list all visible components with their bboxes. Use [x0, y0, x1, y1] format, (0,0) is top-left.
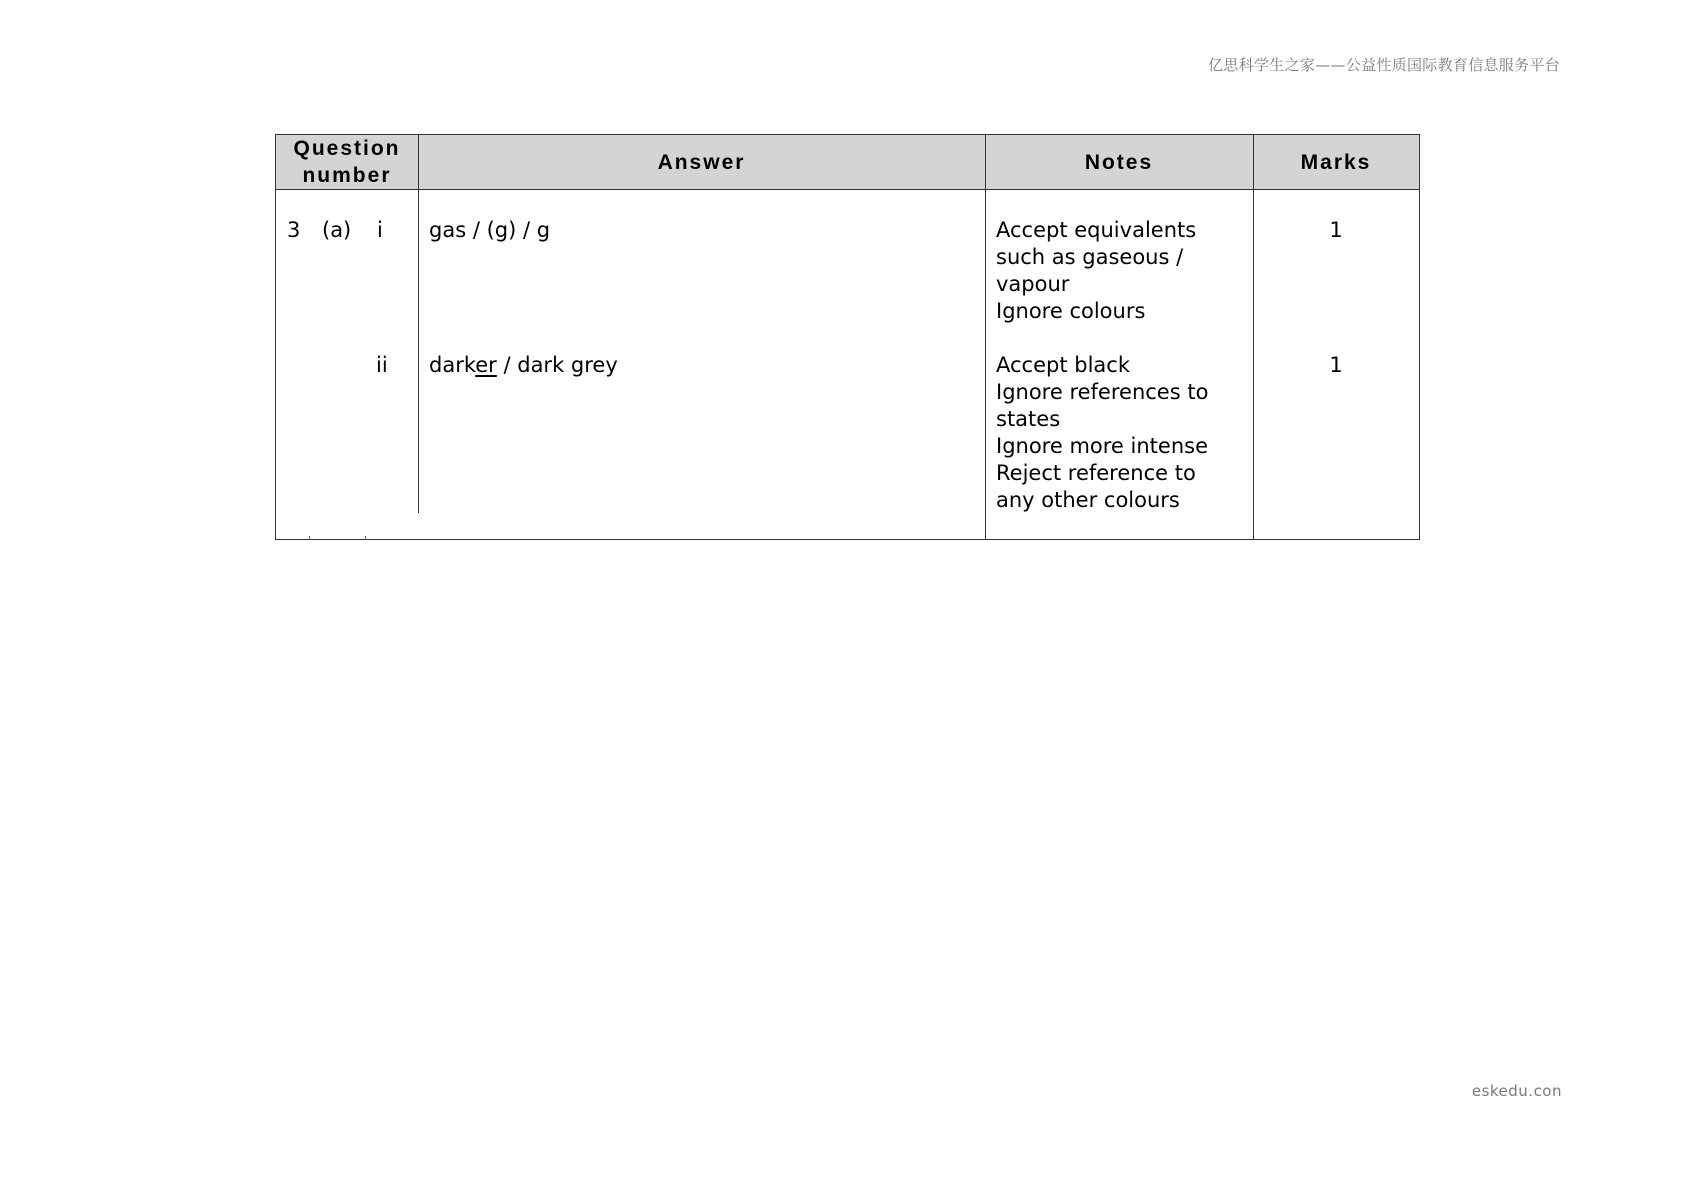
header-question-line2: number — [302, 164, 392, 187]
row2-answer-underlined: er — [475, 353, 497, 377]
row1-question-number: 3 — [287, 218, 301, 242]
row1-notes — [996, 217, 1196, 325]
header-watermark: 亿思科学生之家——公益性质国际教育信息服务平台 — [1208, 56, 1560, 74]
header-question-line1: Question — [293, 137, 401, 160]
row2-marks: 1 — [1329, 353, 1343, 377]
column-divider-notes — [1253, 135, 1254, 539]
row2-note-line: states — [996, 407, 1061, 431]
row1-note-line: Ignore colours — [996, 299, 1146, 323]
row2-answer-prefix: dark — [429, 353, 476, 377]
row1-note-line: vapour — [996, 272, 1070, 296]
bottom-tick-mark — [365, 536, 366, 540]
row1-question-part: (a) — [322, 218, 352, 242]
row1-question-sub: i — [377, 218, 383, 242]
row2-answer — [429, 352, 618, 379]
row2-notes — [996, 352, 1208, 514]
header-answer: Answer — [657, 150, 746, 174]
row1-note-line: Accept equivalents — [996, 218, 1197, 242]
row1-answer: gas / (g) / g — [429, 218, 551, 242]
row2-note-line: any other colours — [996, 488, 1180, 512]
row2-note-line: Ignore references to — [996, 380, 1209, 404]
header-notes: Notes — [1084, 150, 1154, 174]
column-divider-answer — [985, 135, 986, 539]
row1-note-line: such as gaseous / — [996, 245, 1184, 269]
mark-scheme-table — [275, 134, 1420, 540]
row2-note-line: Accept black — [996, 353, 1130, 377]
table-header-row — [276, 135, 1419, 190]
row2-note-line: Ignore more intense — [996, 434, 1208, 458]
column-divider-question — [418, 135, 419, 513]
header-question-number — [276, 135, 418, 189]
row2-note-line: Reject reference to — [996, 461, 1196, 485]
row2-question-sub: ii — [376, 353, 388, 377]
header-marks: Marks — [1300, 150, 1372, 174]
footer-watermark: eskedu.con — [1471, 1082, 1562, 1100]
row2-answer-suffix: / dark grey — [496, 353, 618, 377]
bottom-tick-mark — [309, 536, 310, 540]
row1-marks: 1 — [1329, 218, 1343, 242]
